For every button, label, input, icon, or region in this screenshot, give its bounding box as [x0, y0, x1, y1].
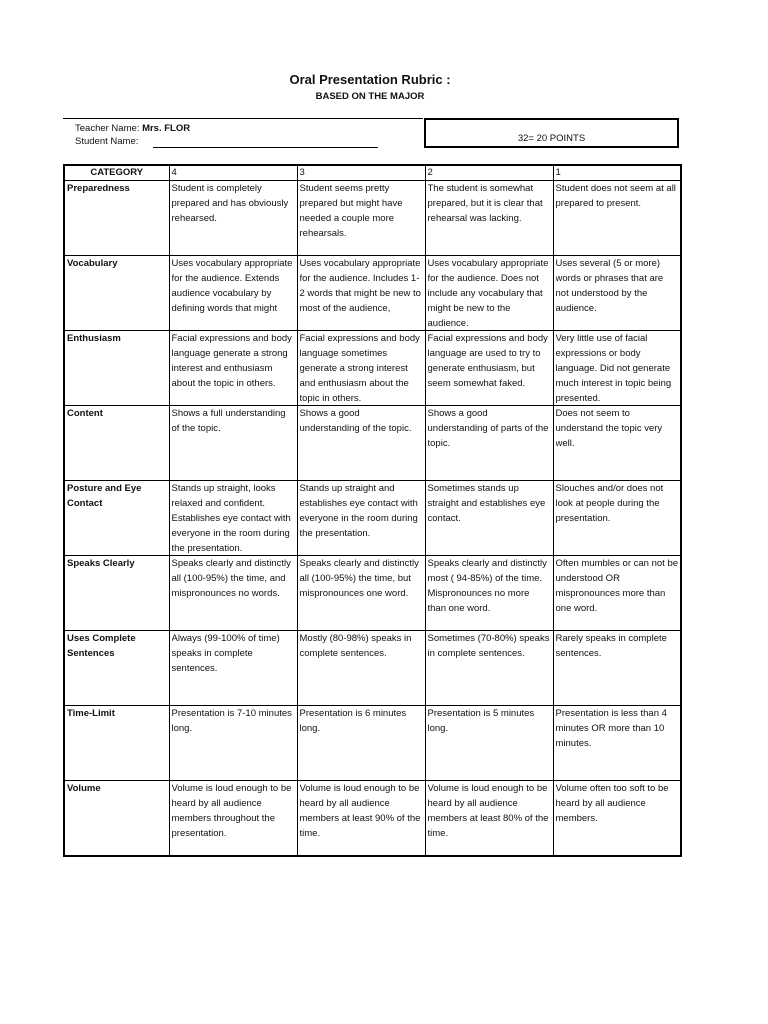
criteria-cell [553, 631, 681, 706]
teacher-name: Mrs. FLOR [142, 123, 191, 134]
criteria-cell [425, 781, 553, 857]
table-row [64, 781, 681, 857]
name-fields [63, 118, 423, 149]
rubric-table [63, 164, 682, 857]
criteria-text: Sometimes (70-80%) speaks in complete sentences. [427, 633, 550, 659]
criteria-text: Presentation is less than 4 minutes OR more than 10 minutes. [555, 708, 667, 749]
points-box [424, 118, 679, 148]
criteria-cell [297, 631, 425, 706]
criteria-cell [425, 481, 553, 556]
criteria-text: Student does not seem at all prepared to present. [555, 183, 676, 209]
criteria-cell [169, 631, 297, 706]
criteria-text: Shows a good understanding of the topic. [299, 408, 412, 434]
criteria-text: Speaks clearly and distinctly most ( 94-85%) of the time. Mispronounces no more than one word. [427, 558, 547, 614]
category-cell [64, 406, 169, 481]
student-row [75, 136, 138, 147]
criteria-cell [425, 256, 553, 331]
criteria-cell [553, 781, 681, 857]
criteria-text: Facial expressions and body language generate a strong interest and enthusiasm about the topic in others. [171, 333, 292, 389]
teacher-row [75, 123, 190, 134]
document-subtitle: BASED ON THE MAJOR [315, 91, 425, 102]
category-cell [64, 331, 169, 406]
criteria-cell [169, 781, 297, 857]
criteria-text: Presentation is 7-10 minutes long. [171, 708, 292, 734]
header-score-3: 3 [297, 165, 425, 181]
table-row [64, 256, 681, 331]
criteria-cell [425, 556, 553, 631]
criteria-cell [553, 481, 681, 556]
criteria-text: Stands up straight and establishes eye contact with everyone in the room during the presentation. [299, 483, 418, 539]
category-label: Vocabulary [67, 258, 118, 269]
table-row [64, 181, 681, 256]
criteria-text: Student is completely prepared and has obviously rehearsed. [171, 183, 289, 224]
header-score-4: 4 [169, 165, 297, 181]
criteria-text: The student is somewhat prepared, but it is clear that rehearsal was lacking. [427, 183, 543, 224]
category-cell [64, 256, 169, 331]
criteria-text: Uses vocabulary appropriate for the audience. Extends audience vocabulary by defining words that might [171, 258, 293, 314]
criteria-text: Often mumbles or can not be understood OR mispronounces more than one word. [555, 558, 678, 614]
criteria-text: Mostly (80-98%) speaks in complete sentences. [299, 633, 412, 659]
criteria-cell [425, 331, 553, 406]
criteria-cell [553, 181, 681, 256]
category-cell [64, 481, 169, 556]
category-label: Enthusiasm [67, 333, 121, 344]
criteria-text: Facial expressions and body language are used to try to generate enthusiasm, but seem somewhat faked. [427, 333, 548, 389]
criteria-cell [169, 481, 297, 556]
criteria-cell [425, 181, 553, 256]
criteria-cell [297, 481, 425, 556]
criteria-text: Speaks clearly and distinctly all (100-95%) the time, but mispronounces one word. [299, 558, 419, 599]
criteria-text: Student seems pretty prepared but might have needed a couple more rehearsals. [299, 183, 403, 239]
category-label: Preparedness [67, 183, 130, 194]
category-label: Content [67, 408, 103, 419]
criteria-cell [553, 331, 681, 406]
criteria-text: Volume is loud enough to be heard by all audience members at least 80% of the time. [427, 783, 549, 839]
category-label: Uses Complete Sentences [67, 633, 136, 659]
criteria-text: Slouches and/or does not look at people during the presentation. [555, 483, 664, 524]
document-title: Oral Presentation Rubric : [289, 72, 451, 87]
criteria-text: Sometimes stands up straight and establishes eye contact. [427, 483, 546, 524]
criteria-text: Speaks clearly and distinctly all (100-95%) the time, and mispronounces no words. [171, 558, 291, 599]
criteria-text: Uses vocabulary appropriate for the audience. Includes 1-2 words that might be new to most of the audience, [299, 258, 421, 314]
criteria-text: Volume is loud enough to be heard by all audience members throughout the presentation. [171, 783, 292, 839]
criteria-cell [425, 406, 553, 481]
criteria-text: Very little use of facial expressions or body language. Did not generate much interest in topic being presented. [555, 333, 672, 404]
header-row [64, 165, 681, 181]
criteria-text: Uses vocabulary appropriate for the audience. Does not include any vocabulary that might be new to the audience. [427, 258, 549, 329]
points-text: 32= 20 POINTS [517, 133, 586, 144]
table-row [64, 406, 681, 481]
student-name-line [153, 147, 378, 148]
criteria-text: Volume is loud enough to be heard by all audience members at least 90% of the time. [299, 783, 421, 839]
criteria-cell [297, 181, 425, 256]
teacher-label: Teacher Name: [75, 123, 140, 134]
criteria-cell [297, 706, 425, 781]
criteria-cell [169, 556, 297, 631]
category-cell [64, 706, 169, 781]
header-score-2: 2 [425, 165, 553, 181]
category-cell [64, 556, 169, 631]
criteria-cell [297, 781, 425, 857]
category-label: Time-Limit [67, 708, 115, 719]
criteria-cell [553, 706, 681, 781]
criteria-text: Volume often too soft to be heard by all audience members. [555, 783, 669, 824]
header-category: CATEGORY [64, 165, 169, 181]
category-label: Volume [67, 783, 101, 794]
category-label: Posture and Eye Contact [67, 483, 142, 509]
criteria-text: Does not seem to understand the topic very well. [555, 408, 663, 449]
header-score-1: 1 [553, 165, 681, 181]
table-row [64, 556, 681, 631]
criteria-cell [169, 706, 297, 781]
criteria-cell [553, 406, 681, 481]
criteria-text: Shows a full understanding of the topic. [171, 408, 286, 434]
criteria-text: Facial expressions and body language sometimes generate a strong interest and enthusiasm about the topic in others. [299, 333, 420, 404]
criteria-text: Presentation is 6 minutes long. [299, 708, 407, 734]
category-cell [64, 181, 169, 256]
criteria-cell [297, 331, 425, 406]
criteria-cell [297, 256, 425, 331]
criteria-cell [297, 406, 425, 481]
criteria-text: Shows a good understanding of parts of the topic. [427, 408, 549, 449]
student-label: Student Name: [75, 136, 139, 147]
table-row [64, 481, 681, 556]
criteria-text: Rarely speaks in complete sentences. [555, 633, 667, 659]
table-row [64, 706, 681, 781]
criteria-cell [425, 631, 553, 706]
category-cell [64, 781, 169, 857]
criteria-cell [297, 556, 425, 631]
criteria-cell [425, 706, 553, 781]
criteria-text: Stands up straight, looks relaxed and confident. Establishes eye contact with everyone in the room during the presentation. [171, 483, 291, 554]
criteria-cell [553, 256, 681, 331]
category-cell [64, 631, 169, 706]
criteria-cell [169, 181, 297, 256]
criteria-cell [169, 331, 297, 406]
criteria-text: Uses several (5 or more) words or phrases that are not understood by the audience. [555, 258, 664, 314]
criteria-text: Always (99-100% of time) speaks in complete sentences. [171, 633, 280, 674]
criteria-cell [169, 406, 297, 481]
criteria-cell [169, 256, 297, 331]
criteria-text: Presentation is 5 minutes long. [427, 708, 535, 734]
category-label: Speaks Clearly [67, 558, 135, 569]
criteria-cell [553, 556, 681, 631]
rubric-body [64, 181, 681, 857]
table-row [64, 631, 681, 706]
table-row [64, 331, 681, 406]
